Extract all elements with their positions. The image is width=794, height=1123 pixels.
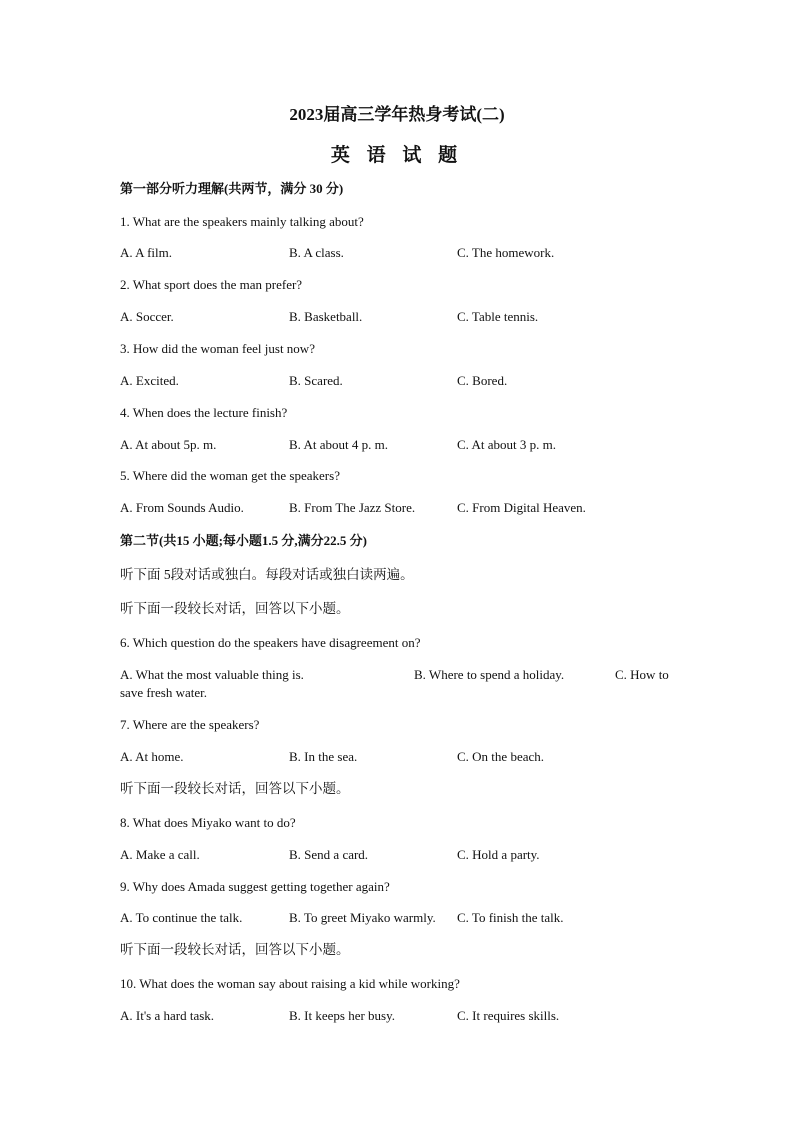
q9-option-c[interactable]: C. To finish the talk.: [457, 910, 564, 925]
part1-heading: 第一部分听力理解(共两节，满分 30 分): [120, 181, 344, 196]
q10-option-c[interactable]: C. It requires skills.: [457, 1008, 560, 1023]
q7-option-c[interactable]: C. On the beach.: [457, 749, 545, 764]
long-dialog-instruction-2: 听下面一段较长对话，回答以下小题。: [120, 781, 350, 796]
question-7: 7. Where are the speakers?: [120, 717, 260, 732]
q6-option-a[interactable]: A. What the most valuable thing is.: [120, 667, 304, 682]
part2-heading: 第二节(共15 小题;每小题1.5 分,满分22.5 分): [120, 533, 367, 548]
q8-option-a[interactable]: A. Make a call.: [120, 847, 200, 862]
q2-option-b[interactable]: B. Basketball.: [289, 309, 363, 324]
question-2: 2. What sport does the man prefer?: [120, 277, 303, 292]
exam-title: 2023届高三学年热身考试(二): [289, 105, 505, 124]
q7-option-a[interactable]: A. At home.: [120, 749, 184, 764]
q5-option-b[interactable]: B. From The Jazz Store.: [289, 500, 416, 515]
question-6: 6. Which question do the speakers have disagreement on?: [120, 635, 421, 650]
q3-option-b[interactable]: B. Scared.: [289, 373, 343, 388]
q10-option-a[interactable]: A. It's a hard task.: [120, 1008, 215, 1023]
q9-option-a[interactable]: A. To continue the talk.: [120, 910, 243, 925]
q7-option-b[interactable]: B. In the sea.: [289, 749, 358, 764]
q1-option-c[interactable]: C. The homework.: [457, 245, 555, 260]
q6-option-c-continued: save fresh water.: [120, 685, 207, 700]
q9-option-b[interactable]: B. To greet Miyako warmly.: [289, 910, 436, 925]
q8-option-b[interactable]: B. Send a card.: [289, 847, 369, 862]
q3-option-c[interactable]: C. Bored.: [457, 373, 508, 388]
q2-option-a[interactable]: A. Soccer.: [120, 309, 174, 324]
question-8: 8. What does Miyako want to do?: [120, 815, 296, 830]
question-4: 4. When does the lecture finish?: [120, 405, 288, 420]
q1-option-a[interactable]: A. A film.: [120, 245, 173, 260]
question-9: 9. Why does Amada suggest getting together again?: [120, 879, 390, 894]
q5-option-c[interactable]: C. From Digital Heaven.: [457, 500, 586, 515]
q1-option-b[interactable]: B. A class.: [289, 245, 344, 260]
q6-option-c[interactable]: C. How to: [615, 667, 669, 682]
exam-subject: 英 语 试 题: [330, 145, 464, 166]
part2-intro: 听下面 5段对话或独白。每段对话或独白读两遍。: [120, 567, 414, 582]
long-dialog-instruction-3: 听下面一段较长对话，回答以下小题。: [120, 942, 350, 957]
long-dialog-instruction-1: 听下面一段较长对话，回答以下小题。: [120, 601, 350, 616]
question-3: 3. How did the woman feel just now?: [120, 341, 315, 356]
q10-option-b[interactable]: B. It keeps her busy.: [289, 1008, 396, 1023]
question-5: 5. Where did the woman get the speakers?: [120, 468, 340, 483]
q3-option-a[interactable]: A. Excited.: [120, 373, 179, 388]
q5-option-a[interactable]: A. From Sounds Audio.: [120, 500, 244, 515]
question-1: 1. What are the speakers mainly talking about?: [120, 214, 364, 229]
q4-option-a[interactable]: A. At about 5p. m.: [120, 437, 217, 452]
q4-option-b[interactable]: B. At about 4 p. m.: [289, 437, 388, 452]
q6-option-b[interactable]: B. Where to spend a holiday.: [414, 667, 565, 682]
q8-option-c[interactable]: C. Hold a party.: [457, 847, 540, 862]
question-10: 10. What does the woman say about raising a kid while working?: [120, 976, 460, 991]
q2-option-c[interactable]: C. Table tennis.: [457, 309, 539, 324]
q4-option-c[interactable]: C. At about 3 p. m.: [457, 437, 556, 452]
